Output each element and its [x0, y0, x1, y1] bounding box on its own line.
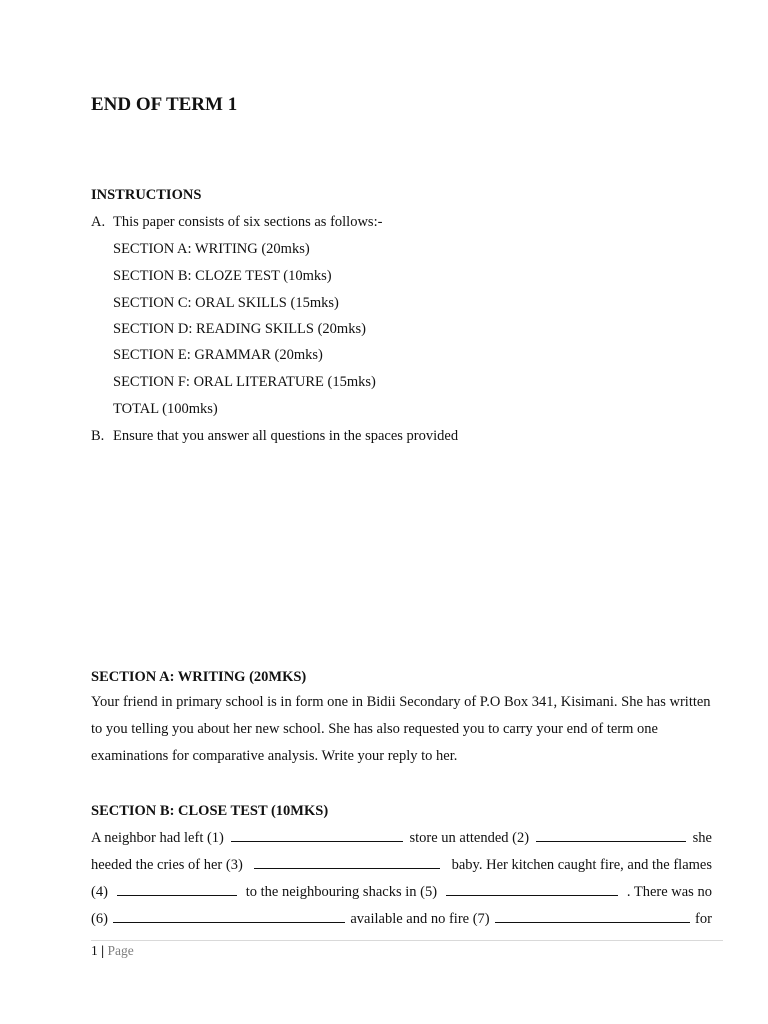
cloze-text: (4): [91, 884, 108, 900]
cloze-text: . There was no: [626, 884, 712, 900]
section-list-item: SECTION F: ORAL LITERATURE (15mks): [113, 374, 376, 390]
instruction-item-a: [91, 214, 382, 231]
instructions-heading: INSTRUCTIONS: [91, 187, 202, 203]
cloze-text: for: [695, 911, 712, 927]
cloze-text: (6): [91, 911, 108, 927]
section-a-heading: SECTION A: WRITING (20MKS): [91, 669, 307, 685]
section-a-text: Your friend in primary school is in form one in Bidii Secondary of P.O Box 341, Kisimani. She has written to you telling you about her new school. She has also requested you to carry your end of term one examinations for comparative analysis. Write your reply to her.: [91, 694, 711, 764]
cloze-text: baby. Her kitchen caught fire, and the flames: [451, 857, 712, 873]
page-number: 1: [91, 943, 98, 958]
cloze-blank-5[interactable]: [446, 883, 618, 896]
footer-divider: [91, 940, 723, 941]
cloze-line-2: [91, 856, 712, 874]
section-list-item: SECTION D: READING SKILLS (20mks): [113, 321, 366, 337]
footer-separator: |: [101, 943, 105, 958]
section-list-total: TOTAL (100mks): [113, 401, 218, 417]
cloze-text: she: [692, 830, 712, 846]
page-label: Page: [107, 943, 134, 958]
page-footer: [91, 943, 134, 959]
cloze-text: heeded the cries of her (3): [91, 857, 243, 873]
section-list-item: SECTION C: ORAL SKILLS (15mks): [113, 295, 339, 311]
page-title: END OF TERM 1: [91, 94, 238, 115]
cloze-text: to the neighbouring shacks in (5): [245, 884, 438, 900]
cloze-blank-4[interactable]: [117, 883, 237, 896]
instruction-text-a: This paper consists of six sections as follows:-: [113, 214, 383, 230]
cloze-blank-7[interactable]: [495, 910, 690, 923]
cloze-line-4: [91, 910, 712, 928]
cloze-text: A neighbor had left (1): [91, 830, 224, 846]
cloze-blank-3[interactable]: [254, 856, 440, 869]
section-b-heading: SECTION B: CLOSE TEST (10MKS): [91, 803, 329, 819]
cloze-blank-2[interactable]: [536, 829, 686, 842]
instruction-item-b: [91, 428, 458, 445]
cloze-text: store un attended (2): [409, 830, 530, 846]
cloze-line-1: [91, 829, 712, 847]
section-list-item: SECTION E: GRAMMAR (20mks): [113, 347, 323, 363]
instruction-marker-a: A.: [91, 214, 106, 230]
instruction-text-b: Ensure that you answer all questions in the spaces provided: [113, 428, 459, 444]
cloze-line-3: [91, 883, 712, 901]
instruction-marker-b: B.: [91, 428, 105, 444]
cloze-blank-1[interactable]: [231, 829, 403, 842]
section-list-item: SECTION B: CLOZE TEST (10mks): [113, 268, 332, 284]
cloze-text: available and no fire (7): [350, 911, 490, 927]
cloze-blank-6[interactable]: [113, 910, 345, 923]
section-list-item: SECTION A: WRITING (20mks): [113, 241, 310, 257]
